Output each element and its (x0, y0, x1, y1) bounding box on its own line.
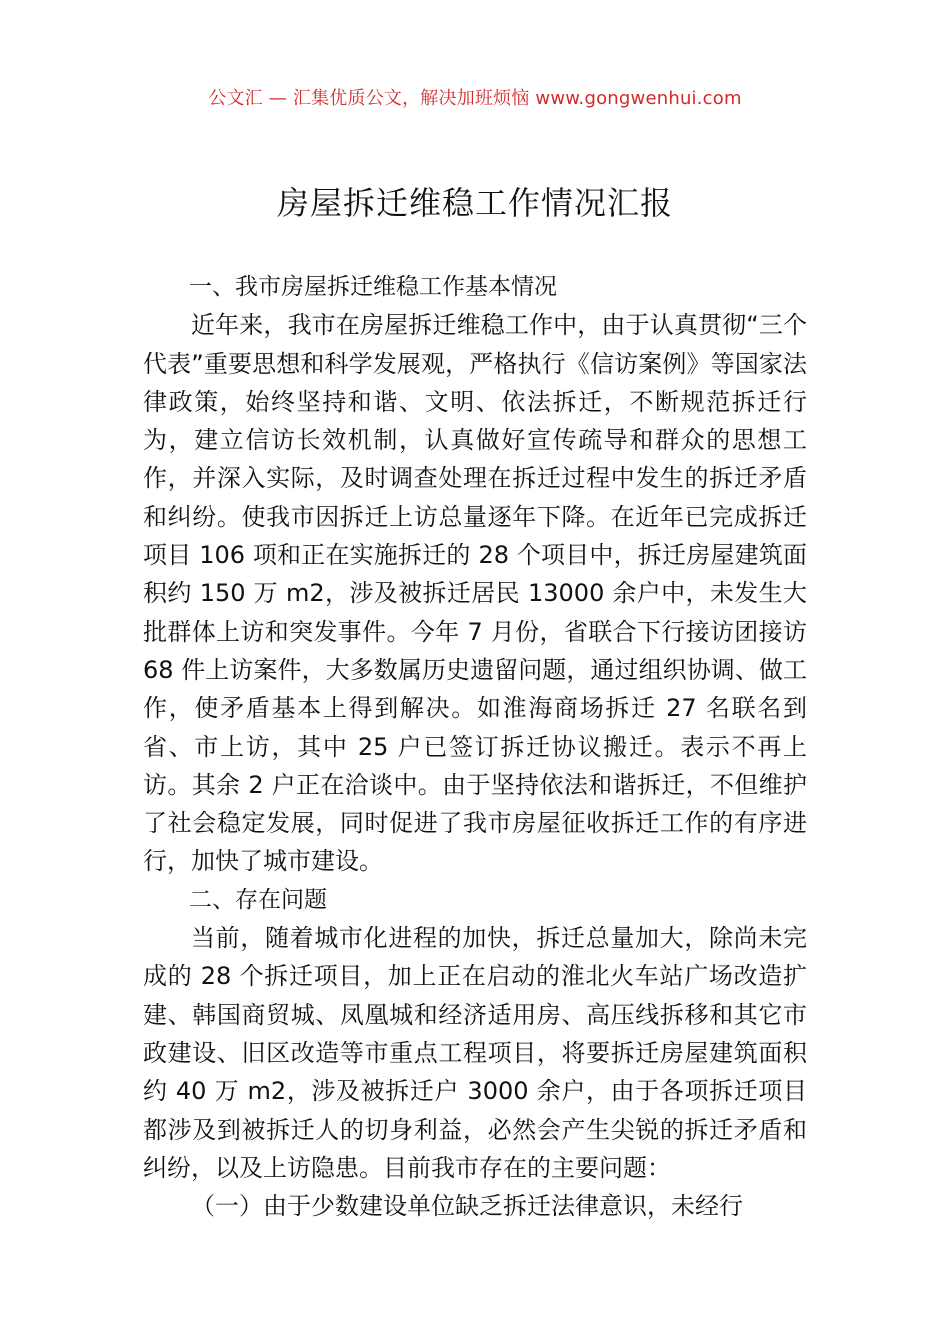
section-heading-1: 一、我市房屋拆迁维稳工作基本情况 (189, 274, 557, 300)
section-2-paragraph: 当前，随着城市化进程的加快，拆迁总量加大，除尚未完成的 28 个拆迁项目，加上正在启动的淮北火车站广场改造扩建、韩国商贸城、凤凰城和经济适用房、高压线拆移和其它市政建设、旧区改造等市重点工程项目，将要拆迁房屋建筑面积约 40 万 m2，涉及被拆迁户 3000 余户，由于各项拆迁项目都涉及到被拆迁人的切身利益，必然会产生尖锐的拆迁矛盾和纠纷，以及上访隐患。目前我市存在的主要问题： (143, 924, 807, 1182)
document-body (143, 268, 807, 1225)
subsection-1-paragraph: （一）由于少数建设单位缺乏拆迁法律意识，未经行 (191, 1192, 743, 1221)
section-1-paragraph: 近年来，我市在房屋拆迁维稳工作中，由于认真贯彻“三个代表”重要思想和科学发展观，严格执行《信访案例》等国家法律政策，始终坚持和谐、文明、依法拆迁，不断规范拆迁行为，建立信访长效机制，认真做好宣传疏导和群众的思想工作，并深入实际，及时调查处理在拆迁过程中发生的拆迁矛盾和纠纷。使我市因拆迁上访总量逐年下降。在近年已完成拆迁项目 106 项和正在实施拆迁的 28 个项目中，拆迁房屋建筑面积约 150 万 m2，涉及被拆迁居民 13000 余户中，未发生大批群体上访和突发事件。今年 7 月份，省联合下行接访团接访 68 件上访案件，大多数属历史遗留问题，通过组织协调、做工作，使矛盾基本上得到解决。如淮海商场拆迁 27 名联名到省、市上访，其中 25 户已签订拆迁协议搬迁。表示不再上访。其余 2 户正在洽谈中。由于坚持依法和谐拆迁，不但维护了社会稳定发展，同时促进了我市房屋征收拆迁工作的有序进行，加快了城市建设。 (143, 311, 807, 876)
header-banner[interactable]: 公文汇 — 汇集优质公文，解决加班烦恼 www.gongwenhui.com (208, 88, 742, 109)
document-title: 房屋拆迁维稳工作情况汇报 (276, 184, 673, 222)
section-heading-2: 二、存在问题 (189, 886, 327, 913)
